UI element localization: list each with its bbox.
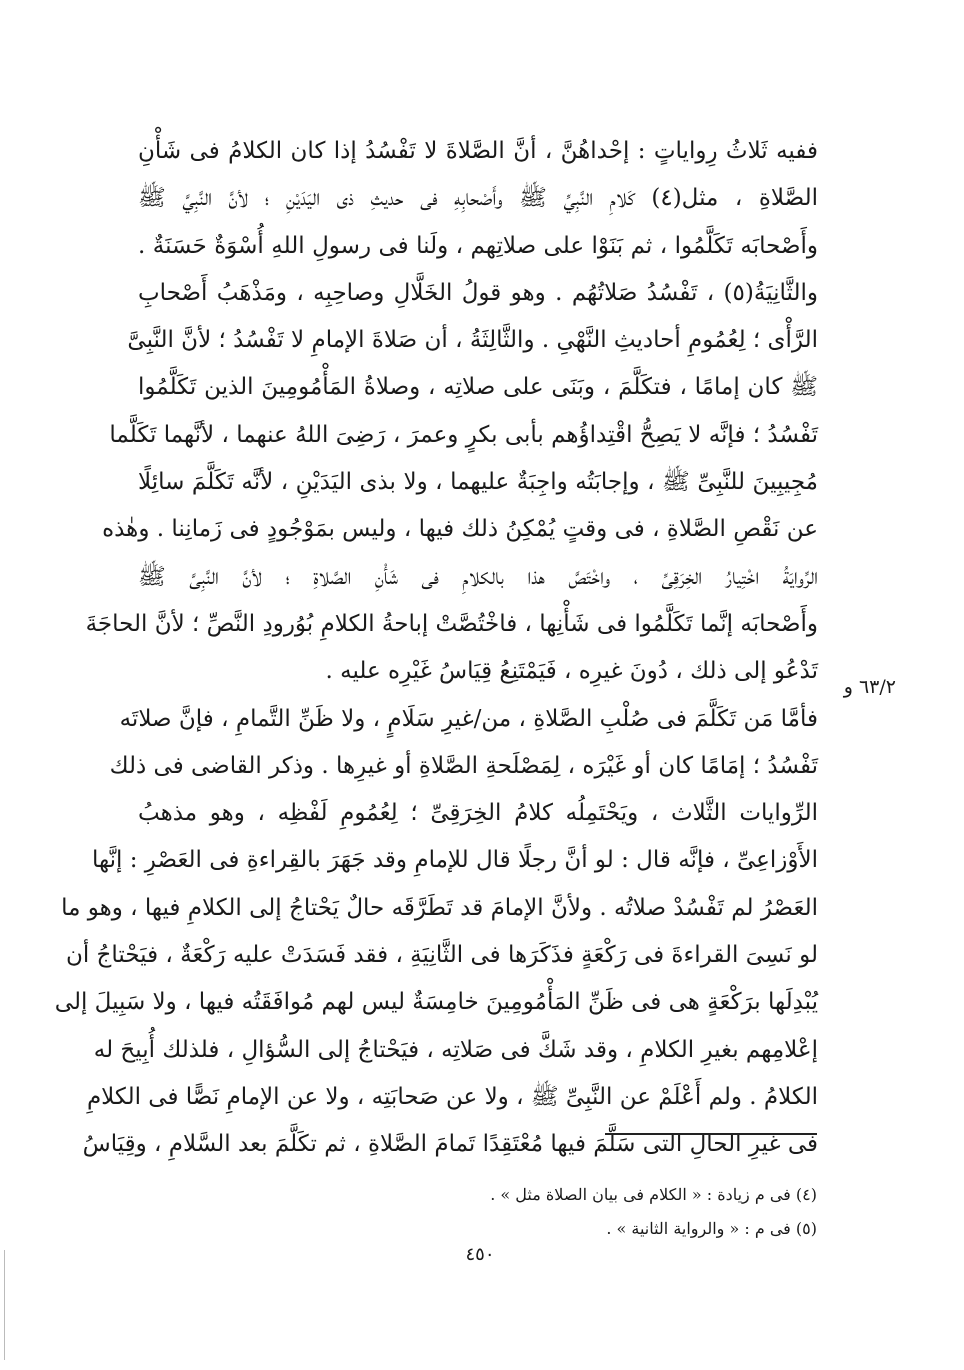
text-line: لو نَسِىَ القراءةَ فى رَكْعَةٍ فذَكَرَها فى الثَّانِيَةِ ، فقد فَسَدَتْ عليه رَكْعَةٌ ، فيَحْتاجُ أن (65, 942, 818, 969)
text-line: العَصْرُ لم تَفْسُدْ صلاتُه . ولأنَّ الإمامَ قد تَطَرَّقَه حالٌ يَحْتاجُ إلى الكلامِ فيها ، وهو ما (61, 894, 818, 921)
text-line: فأمَّا مَن تَكَلَّمَ فى صُلْبِ الصَّلاةِ ، من/غيرِ سَلَامٍ ، ولا ظَنِّ التَّمامِ ، فإنَّ صلاتَه (119, 705, 818, 732)
text-line: الرِّوايَةُ اخْتِيارُ الخِرَقِىِّ ، واخْتَصَّ هذا بالكلامِ فى شَأْنِ الصَّلاةِ ؛ لأنَّ النَّبِىَّ ﷺ (138, 563, 818, 590)
text-line: ففيه ثَلاثُ رِواياتٍ : إحْداهُنَّ ، أنَّ الصَّلاةَ لا تَفْسُدُ إذا كان الكلامُ فى شَأْنِ (138, 138, 818, 164)
footnotes-block (300, 1178, 817, 1246)
text-line: الرِّوايات الثَّلاث ، ويَحْتَمِلُه كلامُ الخِرَقِىِّ ؛ لِعُمُومِ لَفْظِه ، وهو مذهبُ (138, 800, 818, 827)
text-line: الصَّلاةِ ، مثل(٤) كَلامِ النَّبِيِّ ﷺ وأَصْحابِهِ فى حديثِ ذى اليَدَيْنِ ؛ لأنَّ النَّبِيَّ ﷺ (138, 185, 818, 212)
footnote: (٤) فى م زيادة : « الكلام فى بيان الصلاة مثل » . (490, 1185, 817, 1204)
text-line: تَفْسُدُ ؛ فإنَّه لا يَصِحُّ اقْتِداؤُهم بأبى بكرٍ وعمرَ ، رَضِىَ اللهُ عنهما ، لأنَّهما تَكَلَّما (109, 421, 818, 448)
text-line: يُبْدِلَها برَكْعَةٍ هى فى ظَنِّ المَأْمُومِينَ خامِسَةٌ ليس لهم مُوافَقَتُه فيها ، ولا سَبِيلَ إلى (54, 989, 818, 1016)
text-line: الأَوْزاعِىِّ ، فإنَّه قال : لو أنَّ رجلًا قال للإمامِ وقد جَهَرَ بالقِراءةِ فى العَصْرِ : إنَّها (92, 847, 818, 874)
text-line: والثَّانِيَةُ(٥) ، تَفْسُدُ صَلاتُهُم . وهو قولُ الخَلَّالِ وصاحِبِه ، ومَذْهَبُ أَصْحابِ (138, 279, 818, 306)
text-line: ﷺ كان إمامًا ، فتكَلَّمَ ، وبَنَى على صلاتِه ، وصلاةُ المَأْمُومِينَ الذين تَكَلَّمُوا (138, 374, 818, 401)
footnote-divider (605, 1133, 817, 1135)
text-line: تَدْعُو إلى ذلك ، دُونَ غيرِه ، فَيَمْتَنِعُ قِيَاسُ غَيْرِه عليه . (325, 658, 818, 685)
text-line: عن نَقْصِ الصَّلاةِ ، فى وقتٍ يُمْكِنُ ذلك فيها ، وليس بمَوْجُودٍ فى زَمانِنا . وهٰذه (102, 516, 818, 543)
main-text-block (54, 128, 818, 1169)
text-line: تَفْسُدُ ؛ إمَامًا كان أو غَيْرَه ، لِمَصْلَحةِ الصَّلاةِ أو غيرِها . وذكر القاضى فى ذلك (109, 752, 818, 779)
text-line: فى غيرِ الحالِ التى سَلَّمَ فيها مُعْتَقِدًا تَمامَ الصَّلاةِ ، ثم تكَلَّمَ بعد السَّلامِ ، وقِيَاسُ (82, 1131, 818, 1158)
scan-edge-mark (4, 1250, 5, 1360)
text-line: الرَّأْى ؛ لِعُمُومِ أحاديثِ النَّهْىِ . والثَّالِثَةُ ، أن صَلاةَ الإمامِ لا تَفْسُدُ ؛ لأنَّ النَّبِىَّ (127, 327, 818, 354)
text-line: الكلامُ . ولم أَعْلَمْ عن النَّبِىِّ ﷺ ، ولا عن صَحابَتِه ، ولا عن الإمامِ نَصًّا فى الكلامِ (86, 1083, 818, 1110)
footnote: (٥) فى م : « والرواية الثانية » . (606, 1219, 817, 1238)
margin-folio-note: ٦٣/٢ و (843, 676, 896, 698)
text-line: مُجِيبِينَ للنَّبِىِّ ﷺ ، وإجابَتُه واجِبَةٌ عليهما ، ولا بذى اليَدَيْنِ ، لأنَّه تَكَلَّمَ سائِلًا (138, 469, 818, 496)
text-line: وأَصْحابَه تَكَلَّمُوا ، ثم بَنَوْا على صلاتِهم ، ولَنا فى رسولِ اللهِ أُسْوَةٌ حَسَنَةٌ . (138, 232, 818, 259)
text-line: إعْلامِهم بغيرِ الكلامِ ، وقد شَكَّ فى صَلاتِه ، فيَحْتاجُ إلى السُّؤالِ ، فلذلك أُبِيحَ له (93, 1036, 818, 1063)
page-number: ٤٥٠ (465, 1244, 495, 1265)
text-line: وأَصْحابَه إنَّما تَكَلَّمُوا فى شَأْنِها ، فاخْتُصَّتْ إباحةُ الكلامِ بُوُرودِ النَّصِّ ؛ لأنَّ الحاجَةَ (85, 610, 818, 637)
